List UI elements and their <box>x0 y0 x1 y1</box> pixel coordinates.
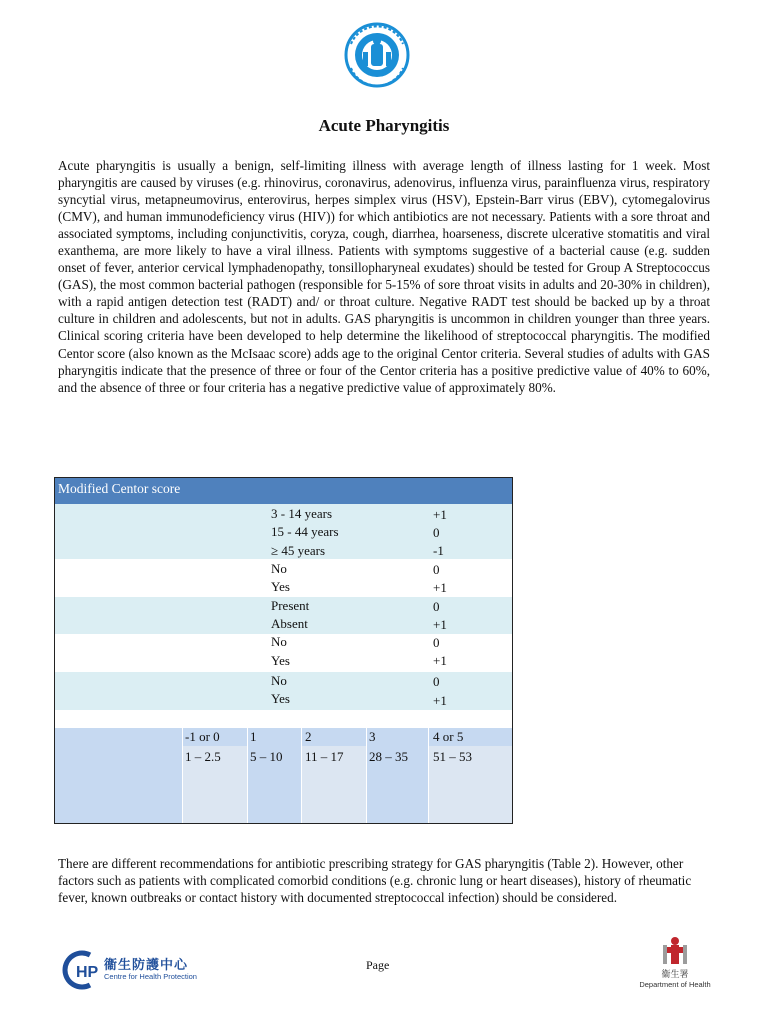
department-of-health-logo <box>634 936 716 992</box>
doh-emblem-icon <box>662 936 688 966</box>
criterion-points: -1 <box>433 543 444 558</box>
column-divider <box>182 728 183 824</box>
risk-cell: 5 – 10 <box>250 749 283 764</box>
score-cell: 4 or 5 <box>433 729 464 744</box>
risk-cell: 51 – 53 <box>433 749 472 764</box>
criterion-points: 0 <box>433 599 440 614</box>
criterion-points: 0 <box>433 674 440 689</box>
criterion-option: Yes <box>271 653 290 668</box>
chp-chinese-name: 衞生防護中心 <box>104 958 189 973</box>
chp-english-name: Centre for Health Protection <box>104 972 197 981</box>
antibiotic-stewardship-logo-icon <box>335 22 419 88</box>
page-title: Acute Pharyngitis <box>318 116 450 135</box>
score-cell: 3 <box>369 729 376 744</box>
criterion-option: 3 - 14 years <box>271 506 333 521</box>
risk-cell: 11 – 17 <box>305 749 344 764</box>
column-divider <box>428 728 429 824</box>
criterion-option: No <box>271 673 287 688</box>
table-row <box>55 710 512 728</box>
criterion-points: +1 <box>433 653 447 668</box>
doh-english-name: Department of Health <box>639 980 711 989</box>
criterion-option: Absent <box>271 616 308 631</box>
criterion-points: 0 <box>433 562 440 577</box>
criterion-points: +1 <box>433 617 447 632</box>
column-divider <box>366 728 367 824</box>
criterion-option: ≥ 45 years <box>271 543 326 558</box>
column-divider <box>247 728 248 824</box>
criterion-points: +1 <box>433 693 447 708</box>
criterion-option: 15 - 44 years <box>271 524 339 539</box>
criterion-option: Yes <box>271 579 290 594</box>
criterion-option: Yes <box>271 691 290 706</box>
risk-cell: 28 – 35 <box>369 749 408 764</box>
criterion-points: +1 <box>433 580 447 595</box>
criterion-option: Present <box>271 598 310 613</box>
criterion-points: 0 <box>433 635 440 650</box>
score-cell: -1 or 0 <box>185 729 220 744</box>
risk-cell: 1 – 2.5 <box>185 749 221 764</box>
svg-text:HP: HP <box>76 964 99 981</box>
chp-logo <box>60 948 200 992</box>
criterion-points: +1 <box>433 507 447 522</box>
closing-paragraph: There are different recommendations for antibiotic prescribing strategy for GAS pharyngitis (Table 2). However, other factors such as patients with complicated comorbid conditions (e.g. chronic lung or heart diseases), history of rheumatic fever, known outbreaks or contact history with documented streptococcal infection) should be considered. <box>58 856 692 906</box>
page-label: Page <box>366 958 390 972</box>
chp-emblem-icon <box>60 948 104 992</box>
criterion-option: No <box>271 561 287 576</box>
doh-chinese-name: 衞生署 <box>661 970 689 980</box>
table-header-label: Modified Centor score <box>58 481 181 496</box>
criterion-option: No <box>271 634 287 649</box>
score-cell: 1 <box>250 729 257 744</box>
centor-score-table <box>54 477 513 824</box>
column-divider <box>301 728 302 824</box>
criterion-points: 0 <box>433 525 440 540</box>
intro-paragraph: Acute pharyngitis is usually a benign, self-limiting illness with average length of illness lasting for 1 week. Most pharyngitis are caused by viruses (e.g. rhinovirus, coronavirus, adenovirus, influenza virus, parainfluenza virus, respiratory syncytial virus, metapneumovirus, enterovirus, herpes simplex virus (HSV), Epstein-Barr virus (EBV), cytomegalovirus (CMV), and human immunodeficiency virus (HIV)) for which antibiotics are not necessary. Patients with a sore throat and associated symptoms, including conjunctivitis, coryza, cough, diarrhea, hoarseness, discrete ulcerative stomatitis and viral exanthema, are more likely to have a viral illness. Patients with symptoms suggestive of a bacterial cause (e.g. sudden onset of fever, anterior cervical lymphadenopathy, tonsillopharyneal exudates) should be tested for Group A Streptococcus (GAS), the most common bacterial pathogen (responsible for 5-15% of sore throat visits in adults and 20-30% in children), with a rapid antigen detection test (RADT) and/ or throat culture. Negative RADT test should be backed up by a throat culture in children and adolescents, but not in adults. GAS pharyngitis is uncommon in children younger than three years. Clinical scoring criteria have been developed to help determine the likelihood of streptococcal pharyngitis. The modified Centor score (also known as the McIsaac score) adds age to the original Centor criteria. Several studies of adults with GAS pharyngitis indicate that the presence of three or four of the Centor criteria has a positive predictive value of 40% to 60%, and the absence of three or four criteria has a negative predictive value of approximately 80%. <box>58 158 710 395</box>
score-cell: 2 <box>305 729 312 744</box>
